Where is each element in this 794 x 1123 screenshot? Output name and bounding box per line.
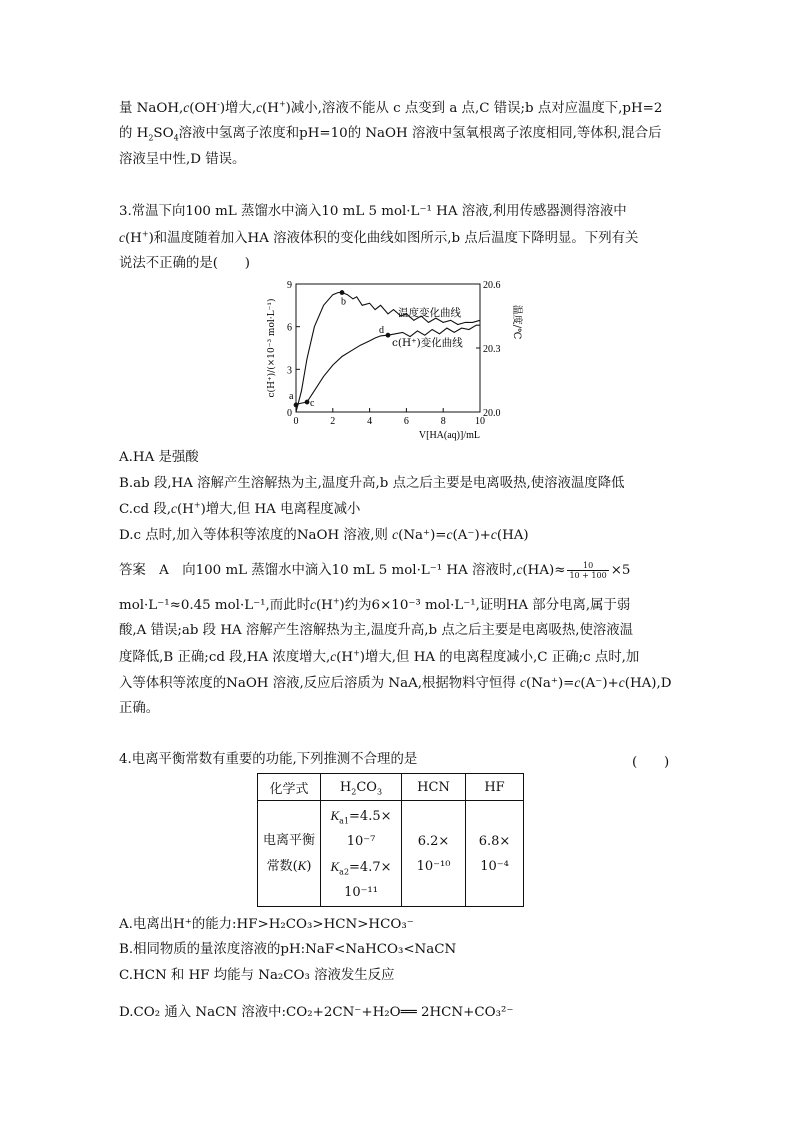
text: D.c 点时,加入等体积等浓度的NaOH 溶液,则	[119, 528, 388, 543]
point-a	[294, 402, 299, 407]
legend-temperature: 温度变化曲线	[398, 307, 461, 319]
q3-stem-3: 说法不正确的是( )	[119, 256, 250, 271]
header-hf: HF	[466, 774, 524, 801]
y-left-tick-label: 3	[287, 365, 292, 377]
header-formula: 化学式	[258, 774, 321, 801]
point-c	[305, 400, 310, 405]
text: 量 NaOH,	[119, 101, 184, 116]
text: 的 H	[119, 126, 149, 141]
q3-stem-1: 3.常温下向100 mL 蒸馏水中滴入10 mL 5 mol·L⁻¹ HA 溶液,利用传感器测得溶液中	[119, 204, 627, 219]
text: mol·L⁻¹≈0.45 mol·L⁻¹,而此时	[119, 598, 310, 613]
q3-option-a: A.HA 是强酸	[119, 450, 199, 465]
cell-hcn: 6.2× 10⁻¹⁰	[402, 801, 466, 907]
y-right-tick-label: 20.6	[483, 280, 501, 291]
q4-answer-paren: ( )	[632, 755, 670, 770]
cell-h2co3: $K_{a1}=4.5\times$ 10⁻⁷ $K_{a2}=4.7\times$ 10⁻¹¹	[321, 801, 402, 907]
row-label: 电离平衡 常数(K)	[258, 801, 321, 907]
y-right-axis-label: 温度/℃	[511, 304, 522, 340]
point-label-d: d	[379, 325, 384, 337]
text: (HA)	[496, 528, 529, 543]
text: 约为6×10⁻³ mol·L⁻¹,证明HA 部分电离,属于弱	[344, 598, 631, 613]
prev-line-2: 的 $H_2SO_4$溶液中氢离子浓度和pH=10的 NaOH 溶液中氢氧根离子浓度相同,等体积,混合后	[119, 126, 662, 143]
point-label-c: c	[310, 398, 315, 410]
text: 答案 A 向100 mL 蒸馏水中滴入10 mL 5 mol·L⁻¹ HA 溶液时,	[119, 563, 517, 578]
q3-stem-2: c(H+)和温度随着加入HA 溶液体积的变化曲线如图所示,b 点后温度下降明显。下列有关	[119, 229, 639, 246]
text: (HA),D	[624, 676, 672, 691]
y-left-axis-label: c(H⁺)/(×10⁻³ mol·L⁻¹)	[267, 298, 277, 398]
x-tick-label: 4	[367, 416, 373, 427]
y-left-tick-label: 0	[287, 408, 292, 419]
text: SO	[153, 126, 174, 141]
q4-option-d: D.CO₂ 通入 NaCN 溶液中:CO₂+2CN⁻+H₂O══ 2HCN+CO₃²⁻	[119, 1005, 514, 1020]
q3-answer-3: 酸,A 错误;ab 段 HA 溶解产生溶解热为主,温度升高,b 点之后主要是电离吸热,使溶液温	[119, 623, 634, 638]
x-tick-label: 10	[475, 416, 485, 427]
chart-labels	[289, 290, 463, 409]
text: ×5	[610, 563, 631, 578]
text: 增大,	[225, 101, 257, 116]
q3-chart	[260, 276, 530, 444]
prev-line-1: 量 NaOH,c(OH-)增大,c(H+)减小,溶液不能从 c 点变到 a 点,C 错误;b 点对应温度下,pH=2	[119, 99, 663, 116]
cell-hf: 6.8× 10⁻⁴	[466, 801, 524, 907]
point-label-a: a	[289, 390, 294, 402]
q3-answer-2: mol·L⁻¹≈0.45 mol·L⁻¹,而此时c(H+)约为6×10⁻³ mol·L⁻¹,证明HA 部分电离,属于弱	[119, 596, 631, 613]
q3-answer-4: 度降低,B 正确;cd 段,HA 浓度增大,c(H+)增大,但 HA 的电离程度减小,C 正确;c 点时,加	[119, 648, 640, 665]
x-tick-label: 0	[293, 416, 299, 427]
fraction: $\frac{10}{10 + 100}$	[569, 561, 607, 580]
q3-answer-5: 入等体积等浓度的NaOH 溶液,反应后溶质为 NaA,根据物料守恒得 c(Na⁺)=c(A⁻)+c(HA),D	[119, 675, 672, 691]
point-b	[340, 290, 345, 295]
text: 溶液中氢离子浓度和pH=10的 NaOH 溶液中氢氧根离子浓度相同,等体积,混合后	[178, 126, 662, 141]
text: (A⁻)+	[452, 528, 491, 543]
text: (Na⁺)=	[398, 528, 447, 543]
x-axis-label: V[HA(aq)]/mL	[418, 430, 480, 441]
point-d	[386, 333, 391, 338]
prev-line-3: 溶液呈中性,D 错误。	[119, 152, 246, 167]
text: (Na⁺)=	[525, 676, 575, 691]
x-tick-label: 8	[440, 416, 446, 427]
q4-stem: 4.电离平衡常数有重要的功能,下列推测不合理的是	[119, 752, 418, 767]
text: (A⁻)+	[580, 676, 619, 691]
text: 度降低,B 正确;cd 段,HA 浓度增大,	[119, 650, 331, 665]
q3-option-d: D.c 点时,加入等体积等浓度的NaOH 溶液,则 c(Na⁺)=c(A⁻)+c(HA)	[119, 527, 529, 543]
text: 增大,但 HA 电离程度减小	[205, 502, 361, 517]
q3-option-b: B.ab 段,HA 溶解产生溶解热为主,温度升高,b 点之后主要是电离吸热,使溶液温度降低	[119, 476, 625, 491]
q4-option-c: C.HCN 和 HF 均能与 Na₂CO₃ 溶液发生反应	[119, 968, 395, 983]
q4-option-a: A.电离出H⁺的能力:HF>H₂CO₃>HCN>HCO₃⁻	[119, 917, 414, 932]
text: (HA)≈	[522, 563, 566, 578]
ionization-constant-table	[257, 773, 524, 907]
y-left-tick-label: 6	[287, 322, 292, 334]
y-right-tick-label: 20.0	[483, 408, 501, 419]
chart-axes	[266, 280, 524, 441]
text: 减小,溶液不能从 c 点变到 a 点,C 错误;b 点对应温度下,pH=2	[290, 101, 663, 116]
text: C.cd 段,	[119, 502, 171, 517]
q4-option-b: B.相同物质的量浓度溶液的pH:NaF<NaHCO₃<NaCN	[119, 942, 457, 957]
y-right-tick-label: 20.3	[483, 344, 501, 355]
q3-answer-6: 正确。	[119, 701, 160, 716]
legend-ch: c(H⁺)变化曲线	[392, 337, 463, 349]
x-tick-label: 6	[403, 416, 409, 427]
y-left-tick-label: 9	[287, 280, 292, 291]
header-hcn: HCN	[402, 774, 466, 801]
text: 和温度随着加入HA 溶液体积的变化曲线如图所示,b 点后温度下降明显。下列有关	[153, 231, 639, 246]
point-label-b: b	[341, 296, 346, 308]
q3-option-c: C.cd 段,c(H+)增大,但 HA 电离程度减小	[119, 500, 361, 517]
header-h2co3: $H_2CO_3$	[321, 774, 402, 801]
text: 入等体积等浓度的NaOH 溶液,反应后溶质为 NaA,根据物料守恒得	[119, 676, 516, 691]
x-tick-label: 2	[330, 416, 336, 427]
q3-answer-1: 答案 A 向100 mL 蒸馏水中滴入10 mL 5 mol·L⁻¹ HA 溶液时,c(HA)≈ $\frac{10}{10 + 100}$ ×5	[119, 561, 631, 580]
text: 增大,但 HA 的电离程度减小,C 正确;c 点时,加	[365, 650, 640, 665]
